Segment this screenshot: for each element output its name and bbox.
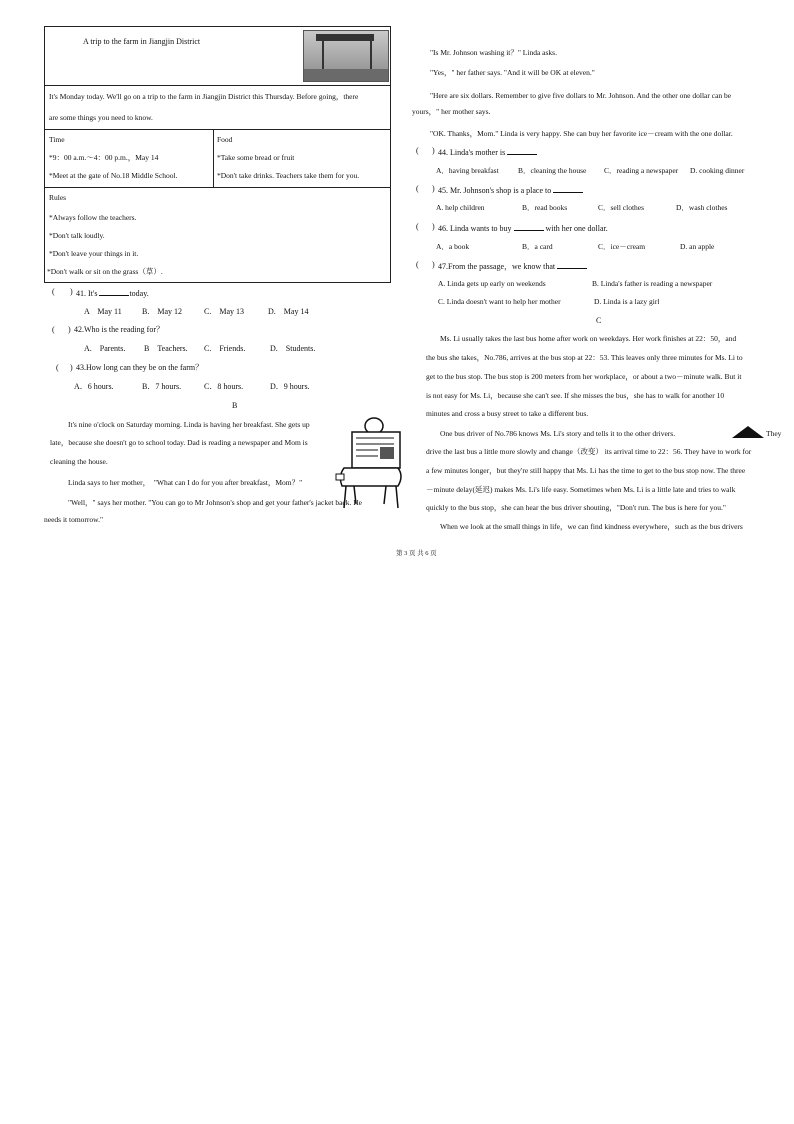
q45-option-c[interactable]: C．sell clothes xyxy=(598,203,645,212)
q41-blank[interactable] xyxy=(99,287,129,296)
q46-option-b[interactable]: B．a card xyxy=(522,242,553,251)
q44-paren: ( xyxy=(416,146,419,155)
q41-option-a[interactable]: A May 11 xyxy=(84,307,122,316)
q45-paren-close: ) xyxy=(432,184,435,193)
passage-b-line: "Here are six dollars. Remember to give five dollars to Mr. Johnson. And the other one dollar can be xyxy=(430,91,732,100)
section-b-label: B xyxy=(232,401,238,410)
passage-c-line: minutes and cross a busy street to take a different bus. xyxy=(426,409,589,418)
notice-table xyxy=(44,26,391,283)
passage-b-line: cleaning the house. xyxy=(50,457,108,466)
passage-c-line: quickly to the bus stop，she can hear the bus driver shouting，"Don't run. The bus is here for you." xyxy=(426,503,726,512)
q42-option-d[interactable]: D. Students. xyxy=(270,344,316,353)
q42-option-b[interactable]: B Teachers. xyxy=(144,344,188,353)
q44-option-b[interactable]: B．cleaning the house xyxy=(518,166,587,175)
notice-intro-line2: are some things you need to know. xyxy=(49,113,153,122)
passage-c-line: When we look at the small things in life，we can find kindness everywhere，such as the bus drivers xyxy=(440,522,743,531)
q47-paren: ( xyxy=(416,260,419,269)
time-item-2: *Meet at the gate of No.18 Middle School. xyxy=(49,171,178,180)
q42-paren-close: ) xyxy=(68,325,71,334)
passage-c-line: －minute delay(延迟) makes Ms. Li's life easy. Sometimes when Ms. Li is a little late and tries to walk xyxy=(426,485,736,494)
triangle-blank-marker xyxy=(732,426,764,438)
q41-paren-close: ) xyxy=(70,287,73,296)
q43-paren-close: ) xyxy=(70,363,73,372)
notice-title: A trip to the farm in Jiangjin District xyxy=(83,37,201,46)
passage-b-line: "Is Mr. Johnson washing it？" Linda asks. xyxy=(430,48,557,57)
q46-option-a[interactable]: A．a book xyxy=(436,242,470,251)
q45-paren: ( xyxy=(416,184,419,193)
passage-b-line: It's nine o'clock on Saturday morning. Linda is having her breakfast. She gets up xyxy=(68,420,310,429)
q47-option-d[interactable]: D. Linda is a lazy girl xyxy=(594,297,660,306)
q45-option-a[interactable]: A. help children xyxy=(436,203,485,212)
q43-option-a[interactable]: A．6 hours. xyxy=(74,382,114,391)
rule-4: *Don't walk or sit on the grass（草）. xyxy=(47,267,163,276)
passage-b-line: Linda says to her mother， "What can I do for you after breakfast，Mom？" xyxy=(68,478,303,487)
q42-stem: 42.Who is the reading for？ xyxy=(74,325,164,334)
q41-paren: ( xyxy=(52,287,55,296)
q44-option-d[interactable]: D. cooking dinner xyxy=(690,166,745,175)
q42-paren: ( xyxy=(52,325,55,334)
passage-c-line: the bus she takes，No.786, arrives at the bus stop at 22：53. This leaves only three minutes for Ms. Li to xyxy=(426,353,743,362)
q41-stem: 41. It's today. xyxy=(76,289,149,298)
q46-blank[interactable] xyxy=(514,222,544,231)
q44-blank[interactable] xyxy=(507,146,537,155)
passage-c-line: is not easy for Ms. Li，because she can't see. If she misses the bus，she has to walk for another 10 xyxy=(426,391,725,400)
food-item-1: *Take some bread or fruit xyxy=(217,153,295,162)
passage-b-line: needs it tomorrow." xyxy=(44,515,104,524)
q43-stem: 43.How long can they be on the farm？ xyxy=(76,363,204,372)
q44-option-a[interactable]: A．having breakfast xyxy=(436,166,499,175)
passage-b-line: "OK. Thanks，Mom." Linda is very happy. She can buy her favorite ice－cream with the one dollar. xyxy=(430,129,733,138)
passage-b-line: yours，" her mother says. xyxy=(412,107,491,116)
q47-option-c[interactable]: C. Linda doesn't want to help her mother xyxy=(438,297,561,306)
q45-option-d[interactable]: D．wash clothes xyxy=(676,203,728,212)
time-item-1: *9：00 a.m.～4：00 p.m.，May 14 xyxy=(49,153,159,162)
q44-paren-close: ) xyxy=(432,146,435,155)
q46-paren: ( xyxy=(416,222,419,231)
q46-option-d[interactable]: D. an apple xyxy=(680,242,715,251)
q47-blank[interactable] xyxy=(557,260,587,269)
section-c-label: C xyxy=(596,316,602,325)
passage-c-line: a few minutes longer，but they're still happy that Ms. Li has the time to get to the bus stop now. The three xyxy=(426,466,746,475)
rule-1: *Always follow the teachers. xyxy=(49,213,137,222)
passage-c-line: They xyxy=(766,429,782,438)
q43-option-d[interactable]: D．9 hours. xyxy=(270,382,310,391)
time-heading: Time xyxy=(49,135,65,144)
food-heading: Food xyxy=(217,135,233,144)
passage-b-line: "Well，" says her mother. "You can go to Mr Johnson's shop and get your father's jacket back. He xyxy=(68,498,363,507)
passage-b-line: "Yes，" her father says. "And it will be OK at eleven." xyxy=(430,68,595,77)
q47-paren-close: ) xyxy=(432,260,435,269)
q46-option-c[interactable]: C．ice－cream xyxy=(598,242,646,251)
q42-option-a[interactable]: A. Parents. xyxy=(84,344,126,353)
q43-option-b[interactable]: B．7 hours. xyxy=(142,382,182,391)
rule-3: *Don't leave your things in it. xyxy=(49,249,139,258)
q45-option-b[interactable]: B．read books xyxy=(522,203,568,212)
q44-option-c[interactable]: C．reading a newspaper xyxy=(604,166,679,175)
man-reading-newspaper-illustration xyxy=(334,416,408,510)
passage-c-line: One bus driver of No.786 knows Ms. Li's story and tells it to the other drivers. xyxy=(440,429,676,438)
q47-stem: 47.From the passage，we know that xyxy=(438,260,587,272)
q45-stem: 45. Mr. Johnson's shop is a place to xyxy=(438,184,583,196)
q46-paren-close: ) xyxy=(432,222,435,231)
rule-2: *Don't talk loudly. xyxy=(49,231,105,240)
q43-option-c[interactable]: C．8 hours. xyxy=(204,382,244,391)
q41-option-c[interactable]: C. May 13 xyxy=(204,307,244,316)
farm-gate-photo xyxy=(303,30,389,82)
page-number: 第 3 页 共 6 页 xyxy=(396,550,437,557)
passage-b-line: late，because she doesn't go to school today. Dad is reading a newspaper and Mom is xyxy=(50,438,308,447)
q47-option-b[interactable]: B. Linda's father is reading a newspaper xyxy=(592,279,713,288)
food-item-2: *Don't take drinks. Teachers take them for you. xyxy=(217,171,360,180)
q43-paren: ( xyxy=(56,363,59,372)
q47-option-a[interactable]: A. Linda gets up early on weekends xyxy=(438,279,546,288)
q41-option-d[interactable]: D. May 14 xyxy=(268,307,309,316)
passage-c-line: drive the last bus a little more slowly and change（改变） its arrival time to 22：56. They have to work for xyxy=(426,447,752,456)
q44-stem: 44. Linda's mother is xyxy=(438,146,537,158)
notice-intro-line1: It's Monday today. We'll go on a trip to the farm in Jiangjin District this Thursday. Before going，there xyxy=(49,92,359,101)
passage-c-line: get to the bus stop. The bus stop is 200 meters from her workplace，or about a two－minute walk. But it xyxy=(426,372,742,381)
q46-stem: 46. Linda wants to buy with her one dollar. xyxy=(438,224,608,233)
q45-blank[interactable] xyxy=(553,184,583,193)
rules-heading: Rules xyxy=(49,193,67,202)
q41-option-b[interactable]: B. May 12 xyxy=(142,307,182,316)
passage-c-line: Ms. Li usually takes the last bus home after work on weekdays. Her work finishes at 22：50，and xyxy=(440,334,737,343)
q42-option-c[interactable]: C. Friends. xyxy=(204,344,246,353)
